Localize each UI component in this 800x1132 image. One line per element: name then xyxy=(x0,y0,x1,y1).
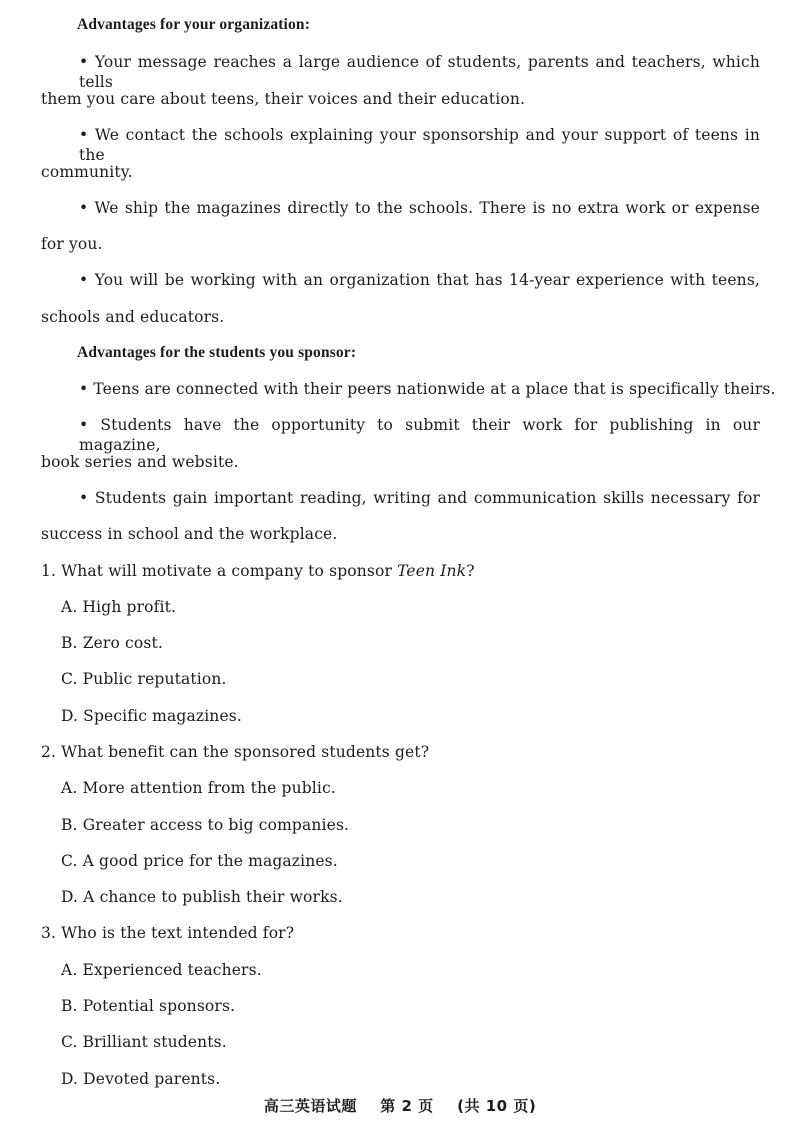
question-1-option-d[interactable]: D. Specific magazines. xyxy=(61,707,242,725)
org-bullet-4-line-1: • You will be working with an organization that has 14-year experience with teens, xyxy=(79,271,760,289)
org-bullet-3-line-1: • We ship the magazines directly to the schools. There is no extra work or expense xyxy=(79,199,760,217)
question-1-stem: What will motivate a company to sponsor xyxy=(61,562,398,580)
page-footer xyxy=(0,1095,800,1116)
question-2 xyxy=(41,742,429,762)
student-bullet-1-line-1: • Teens are connected with their peers nationwide at a place that is specifically theirs. xyxy=(79,380,776,398)
question-3-option-c[interactable]: C. Brilliant students. xyxy=(61,1033,227,1051)
question-3-option-b[interactable]: B. Potential sponsors. xyxy=(61,997,236,1015)
question-2-option-d[interactable]: D. A chance to publish their works. xyxy=(61,888,343,906)
section-heading-organization: Advantages for your organization: xyxy=(77,16,310,33)
org-bullet-4-line-2: schools and educators. xyxy=(41,308,225,326)
question-3-number: 3. xyxy=(41,924,57,942)
question-3-stem: Who is the text intended for? xyxy=(61,924,295,942)
question-1 xyxy=(41,561,475,581)
student-bullet-3-line-1: • Students gain important reading, writing and communication skills necessary for xyxy=(79,489,760,507)
org-bullet-1-line-2: them you care about teens, their voices and their education. xyxy=(41,90,526,108)
student-bullet-2-line-2: book series and website. xyxy=(41,453,239,471)
org-bullet-2-line-2: community. xyxy=(41,163,133,181)
question-1-stem-italic: Teen Ink xyxy=(397,562,467,580)
footer-page-number: 第 2 页 xyxy=(380,1097,434,1115)
org-bullet-3-line-2: for you. xyxy=(41,235,103,253)
question-2-option-b[interactable]: B. Greater access to big companies. xyxy=(61,816,350,834)
org-bullet-1-line-1: • Your message reaches a large audience of students, parents and teachers, which tells xyxy=(79,53,760,91)
footer-exam-title: 高三英语试题 xyxy=(263,1097,357,1115)
question-1-option-a[interactable]: A. High profit. xyxy=(61,598,177,616)
question-2-option-c[interactable]: C. A good price for the magazines. xyxy=(61,852,338,870)
question-1-option-b[interactable]: B. Zero cost. xyxy=(61,634,163,652)
student-bullet-2-line-1: • Students have the opportunity to submit their work for publishing in our magazine, xyxy=(79,416,760,454)
student-bullet-3-line-2: success in school and the workplace. xyxy=(41,525,338,543)
question-1-option-c[interactable]: C. Public reputation. xyxy=(61,670,227,688)
question-2-stem: What benefit can the sponsored students get? xyxy=(61,743,430,761)
question-3 xyxy=(41,923,294,943)
section-heading-students: Advantages for the students you sponsor: xyxy=(77,344,357,361)
question-1-number: 1. xyxy=(41,562,57,580)
org-bullet-2-line-1: • We contact the schools explaining your sponsorship and your support of teens in the xyxy=(79,126,760,164)
question-3-option-a[interactable]: A. Experienced teachers. xyxy=(61,961,262,979)
question-1-stem-end: ? xyxy=(466,562,475,580)
question-3-option-d[interactable]: D. Devoted parents. xyxy=(61,1070,221,1088)
footer-total-pages: (共 10 页) xyxy=(457,1097,537,1115)
question-2-number: 2. xyxy=(41,743,57,761)
question-2-option-a[interactable]: A. More attention from the public. xyxy=(61,779,336,797)
